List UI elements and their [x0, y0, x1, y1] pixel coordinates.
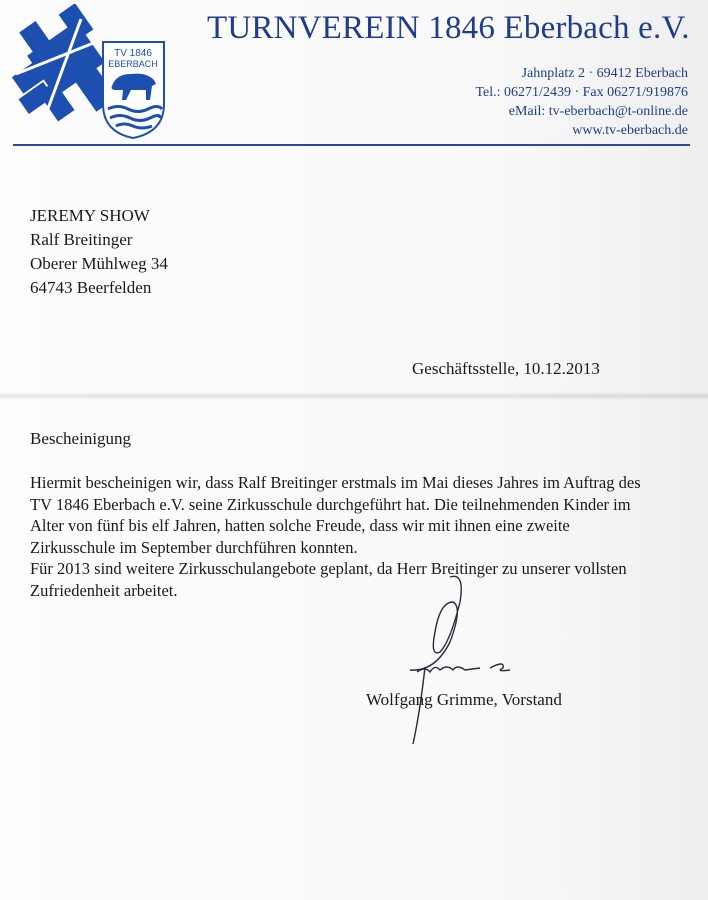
body-line: Hiermit bescheinigen wir, dass Ralf Breitinger erstmals im Mai dieses Jahres im Auftrag des — [30, 473, 641, 492]
logo-text-1: TV 1846 — [114, 48, 152, 59]
club-name: TURNVEREIN 1846 Eberbach e.V. — [207, 10, 690, 46]
recipient-line: Oberer Mühlweg 34 — [30, 254, 168, 273]
letter-subject: Bescheinigung — [30, 429, 132, 448]
contact-block — [475, 64, 688, 140]
club-email[interactable]: eMail: tv-eberbach@t-online.de — [508, 104, 688, 119]
body-line: Alter von fünf bis elf Jahren, hatten solche Freude, dass wir mit ihnen eine zweite — [30, 516, 570, 535]
signature-icon — [395, 572, 535, 752]
body-line: Zufriedenheit arbeitet. — [30, 580, 178, 600]
club-website[interactable]: www.tv-eberbach.de — [572, 123, 688, 138]
body-line: Für 2013 sind weitere Zirkusschulangebote geplant, da Herr Breitinger zu unserer vollsten — [30, 559, 627, 578]
club-phone-fax: Tel.: 06271/2439 · Fax 06271/919876 — [475, 85, 688, 100]
paper-fold — [0, 392, 708, 400]
recipient-line: JEREMY SHOW — [30, 206, 150, 225]
recipient-line: Ralf Breitinger — [30, 230, 133, 249]
recipient-address — [30, 204, 168, 300]
place-date: Geschäftsstelle, 10.12.2013 — [412, 359, 600, 378]
club-logo-icon — [6, 4, 166, 139]
recipient-line: 64743 Beerfelden — [30, 278, 152, 297]
body-line: TV 1846 Eberbach e.V. seine Zirkusschule durchgeführt hat. Die teilnehmenden Kinder im — [30, 494, 631, 514]
signer-name: Wolfgang Grimme, Vorstand — [366, 690, 562, 709]
club-address: Jahnplatz 2 · 69412 Eberbach — [521, 66, 688, 81]
logo-text-2: EBERBACH — [108, 59, 158, 69]
body-line: Zirkusschule im September durchführen konnten. — [30, 537, 358, 557]
header-divider — [13, 144, 690, 146]
letter-body — [30, 472, 670, 601]
